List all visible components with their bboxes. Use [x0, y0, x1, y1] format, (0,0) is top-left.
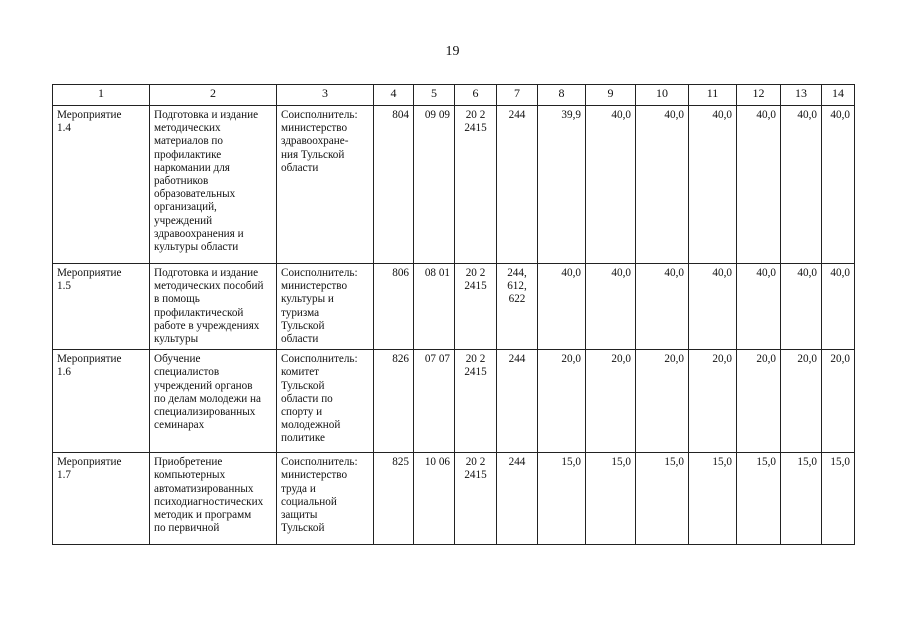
value-cell: 40,0 — [781, 106, 822, 264]
executor-cell — [277, 453, 374, 545]
column-7-cell — [497, 453, 538, 545]
value-cell: 40,0 — [538, 264, 586, 350]
value-cell: 20,0 — [636, 350, 689, 453]
column-7-cell — [497, 106, 538, 264]
value-cell: 40,0 — [822, 106, 855, 264]
event-description-cell-line: культуры области — [154, 241, 239, 254]
event-label-cell-line: Мероприятие — [57, 353, 122, 366]
value-cell: 15,0 — [689, 453, 737, 545]
table-row — [53, 264, 855, 350]
column-header: 1 — [53, 85, 150, 106]
event-description-cell-line: автоматизированных — [154, 482, 254, 495]
executor-cell-line: молодежной — [281, 419, 341, 432]
column-6-cell-line: 20 2 — [465, 109, 486, 121]
executor-cell-line: Тульской — [281, 522, 325, 535]
event-description-cell-line: семинарах — [154, 419, 205, 432]
event-description-cell-line: культуры — [154, 333, 199, 346]
value-cell: 20,0 — [586, 350, 636, 453]
table-row — [53, 350, 855, 453]
executor-cell-line: министерство — [281, 280, 348, 293]
event-label-cell — [53, 453, 150, 545]
event-description-cell-line: методик и программ — [154, 509, 252, 522]
table-row — [53, 453, 855, 545]
event-description-cell-line: профилактике — [154, 148, 222, 161]
event-description-cell-line: образовательных — [154, 188, 236, 201]
column-7-cell-line: 244 — [508, 353, 526, 366]
value-cell: 39,9 — [538, 106, 586, 264]
event-description-cell — [150, 106, 277, 264]
value-cell: 40,0 — [737, 264, 781, 350]
column-header: 4 — [374, 85, 414, 106]
column-7-cell-line: 622 — [508, 293, 526, 306]
event-label-cell — [53, 350, 150, 453]
executor-cell-line: области — [281, 333, 319, 346]
column-header: 12 — [737, 85, 781, 106]
value-cell: 40,0 — [737, 106, 781, 264]
executor-cell-line: туризма — [281, 306, 320, 319]
value-cell: 40,0 — [781, 264, 822, 350]
event-label-cell-line: Мероприятие — [57, 456, 122, 469]
column-6-cell-line: 2415 — [464, 122, 487, 135]
value-cell: 20,0 — [781, 350, 822, 453]
executor-cell-line: культуры и — [281, 293, 334, 306]
column-6-cell — [455, 350, 497, 453]
column-6-cell — [455, 106, 497, 264]
event-description-cell-line: работников — [154, 175, 209, 188]
event-description-cell-line: по делам молодежи на — [154, 392, 261, 405]
header-row — [53, 85, 855, 106]
event-description-cell-line: учреждений — [154, 214, 213, 227]
value-cell: 40,0 — [636, 264, 689, 350]
value-cell: 15,0 — [586, 453, 636, 545]
event-description-cell — [150, 264, 277, 350]
event-description-cell — [150, 453, 277, 545]
column-header: 7 — [497, 85, 538, 106]
value-cell: 15,0 — [737, 453, 781, 545]
column-6-cell-line: 20 2 — [465, 267, 486, 279]
column-header: 8 — [538, 85, 586, 106]
executor-cell-line: области по — [281, 392, 333, 405]
column-7-cell-line: 244, — [507, 267, 527, 279]
event-description-cell-line: в помощь — [154, 293, 200, 306]
column-header: 2 — [150, 85, 277, 106]
event-label-cell — [53, 106, 150, 264]
value-cell: 40,0 — [689, 106, 737, 264]
value-cell: 15,0 — [538, 453, 586, 545]
executor-cell-line: политике — [281, 432, 326, 445]
event-description-cell-line: здравоохранения и — [154, 227, 244, 240]
column-7-cell-line: 612, — [507, 280, 527, 293]
event-label-cell-line: 1.6 — [57, 366, 71, 379]
event-description-cell-line: организаций, — [154, 201, 217, 214]
event-description-cell-line: Обучение — [154, 353, 201, 366]
executor-cell-line: ния Тульской — [281, 148, 345, 161]
event-description-cell-line: наркомании для — [154, 161, 230, 174]
column-header: 14 — [822, 85, 855, 106]
value-cell: 40,0 — [822, 264, 855, 350]
value-cell: 20,0 — [538, 350, 586, 453]
column-7-cell — [497, 264, 538, 350]
value-cell: 15,0 — [781, 453, 822, 545]
event-description-cell-line: материалов по — [154, 135, 224, 148]
column-7-cell — [497, 350, 538, 453]
column-6-cell-line: 20 2 — [465, 456, 486, 469]
executor-cell-line: комитет — [281, 366, 320, 379]
event-label-cell-line: Мероприятие — [57, 267, 122, 279]
budget-table — [52, 84, 855, 545]
column-header: 10 — [636, 85, 689, 106]
event-description-cell-line: Приобретение — [154, 456, 223, 469]
column-4-cell: 806 — [374, 264, 414, 350]
value-cell: 20,0 — [689, 350, 737, 453]
column-header: 9 — [586, 85, 636, 106]
executor-cell-line: защиты — [281, 509, 318, 522]
column-5-cell: 08 01 — [414, 264, 455, 350]
executor-cell-line: здравоохране- — [281, 135, 349, 148]
event-label-cell — [53, 264, 150, 350]
event-label-cell-line: Мероприятие — [57, 109, 122, 121]
column-header: 3 — [277, 85, 374, 106]
column-4-cell: 826 — [374, 350, 414, 453]
column-6-cell — [455, 453, 497, 545]
value-cell: 40,0 — [689, 264, 737, 350]
page-number: 19 — [445, 44, 460, 59]
event-description-cell-line: Подготовка и издание — [154, 109, 259, 121]
event-description-cell-line: методических — [154, 122, 221, 135]
event-description-cell-line: Подготовка и издание — [154, 267, 259, 279]
column-4-cell: 825 — [374, 453, 414, 545]
column-6-cell — [455, 264, 497, 350]
event-description-cell-line: профилактической — [154, 306, 244, 319]
column-header: 13 — [781, 85, 822, 106]
executor-cell-line: министерство — [281, 469, 348, 482]
table-row — [53, 106, 855, 264]
value-cell: 40,0 — [636, 106, 689, 264]
event-description-cell — [150, 350, 277, 453]
value-cell: 40,0 — [586, 264, 636, 350]
column-4-cell: 804 — [374, 106, 414, 264]
event-description-cell-line: работе в учреждениях — [154, 319, 260, 332]
event-label-cell-line: 1.5 — [57, 280, 71, 293]
event-description-cell-line: по первичной — [154, 522, 220, 535]
value-cell: 40,0 — [586, 106, 636, 264]
column-5-cell: 10 06 — [414, 453, 455, 545]
event-description-cell-line: специализированных — [154, 406, 256, 419]
event-description-cell-line: психодиагностических — [154, 495, 264, 508]
executor-cell-line: министерство — [281, 122, 348, 135]
event-label-cell-line: 1.4 — [57, 122, 71, 135]
column-6-cell-line: 2415 — [464, 280, 487, 293]
executor-cell-line: Соисполнитель: — [281, 267, 358, 279]
event-label-cell-line: 1.7 — [57, 469, 71, 482]
executor-cell-line: Соисполнитель: — [281, 109, 358, 121]
executor-cell — [277, 264, 374, 350]
executor-cell-line: спорту и — [281, 406, 323, 419]
column-6-cell-line: 2415 — [464, 366, 487, 379]
executor-cell-line: Соисполнитель: — [281, 456, 358, 469]
value-cell: 15,0 — [636, 453, 689, 545]
column-header: 11 — [689, 85, 737, 106]
executor-cell — [277, 350, 374, 453]
event-description-cell-line: специалистов — [154, 366, 220, 379]
column-header: 5 — [414, 85, 455, 106]
value-cell: 15,0 — [822, 453, 855, 545]
executor-cell-line: труда и — [281, 482, 316, 495]
event-description-cell-line: компьютерных — [154, 469, 226, 482]
executor-cell-line: социальной — [281, 495, 337, 508]
executor-cell-line: Тульской — [281, 319, 325, 332]
event-description-cell-line: учреждений органов — [154, 379, 253, 392]
column-6-cell-line: 2415 — [464, 469, 487, 482]
value-cell: 20,0 — [737, 350, 781, 453]
column-5-cell: 09 09 — [414, 106, 455, 264]
column-5-cell: 07 07 — [414, 350, 455, 453]
column-header: 6 — [455, 85, 497, 106]
executor-cell-line: области — [281, 161, 319, 174]
executor-cell-line: Соисполнитель: — [281, 353, 358, 366]
event-description-cell-line: методических пособий — [154, 280, 264, 293]
executor-cell — [277, 106, 374, 264]
column-7-cell-line: 244 — [508, 109, 526, 121]
value-cell: 20,0 — [822, 350, 855, 453]
column-7-cell-line: 244 — [508, 456, 526, 469]
executor-cell-line: Тульской — [281, 379, 325, 392]
column-6-cell-line: 20 2 — [465, 353, 486, 366]
